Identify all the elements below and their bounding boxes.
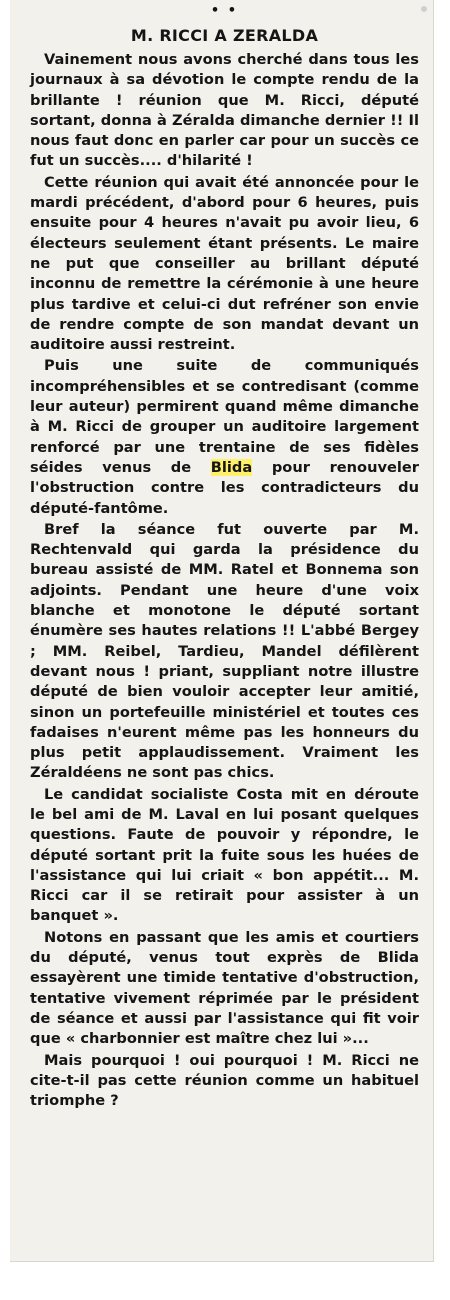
paragraph-3-text-before: Puis une suite de communiqués incompréhensibles et se contredisant (comme leur auteur) permirent quand même dimanche à M. Ricci de grouper un auditoire largement renforcé par une trentaine de ses fidèles séides venus de [30,357,419,476]
paragraph-3 [30,356,419,518]
paragraph-2: Cette réunion qui avait été annoncée pour le mardi précédent, d'abord pour 6 heures, puis ensuite pour 4 heures n'avait pu avoir lieu, 6 électeurs seulement étant présents. Le maire ne put que conseiller au brillant député inconnu de remettre la cérémonie à une heure plus tardive et celui-ci dut refréner son envie de rendre compte de son mandat devant un auditoire aussi restreint. [30,173,419,354]
paragraph-3-text-after: pour renouveler l'obstruction contre les contradicteurs du député-fantôme. [30,458,419,517]
paragraph-6: Notons en passant que les amis et courtiers du député, venus tout exprès de Blida essayèrent une timide tentative d'obstruction, tentative vivement réprimée par le président de séance et aussi par l'assistance qui fit voir que « charbonnier est maître chez lui »... [30,928,419,1048]
newspaper-clipping [10,0,434,1262]
paragraph-5: Le candidat socialiste Costa mit en déroute le bel ami de M. Laval en lui posant quelques questions. Faute de pouvoir y répondre, le député sortant prit la fuite sous les huées de l'assistance qui lui criait « bon appétit... M. Ricci car il se retirait pour assister à un banquet ». [30,785,419,925]
scan-mark [421,6,427,12]
article-title: M. RICCI A ZERALDA [130,26,319,45]
paragraph-4: Bref la séance fut ouverte par M. Rechtenvald qui garda la présidence du bureau assisté de MM. Ratel et Bonnema son adjoints. Pendant une heure d'une voix blanche et monotone le député sortant énumère ses hautes relations !! L'abbé Bergey ; MM. Reibel, Tardieu, Mandel défilèrent devant nous ! priant, suppliant notre illustre député de bien vouloir accepter leur amitié, sinon un portefeuille ministériel et toutes ces fadaises n'eurent même pas les honneurs du plus petit applaudissement. Vraiment les Zéraldéens ne sont pas chics. [30,520,419,782]
paragraph-7: Mais pourquoi ! oui pourquoi ! M. Ricci ne cite-t-il pas cette réunion comme un habituel triomphe ? [30,1051,419,1110]
header-ornament: • • [210,3,239,18]
highlighted-search-term: Blida [210,458,253,476]
paragraph-1: Vainement nous avons cherché dans tous les journaux à sa dévotion le compte rendu de la brillante ! réunion que M. Ricci, député sortant, donna à Zéralda dimanche dernier !! Il nous faut donc en parler car pour un succès ce fut un succès.... d'hilarité ! [30,51,419,170]
